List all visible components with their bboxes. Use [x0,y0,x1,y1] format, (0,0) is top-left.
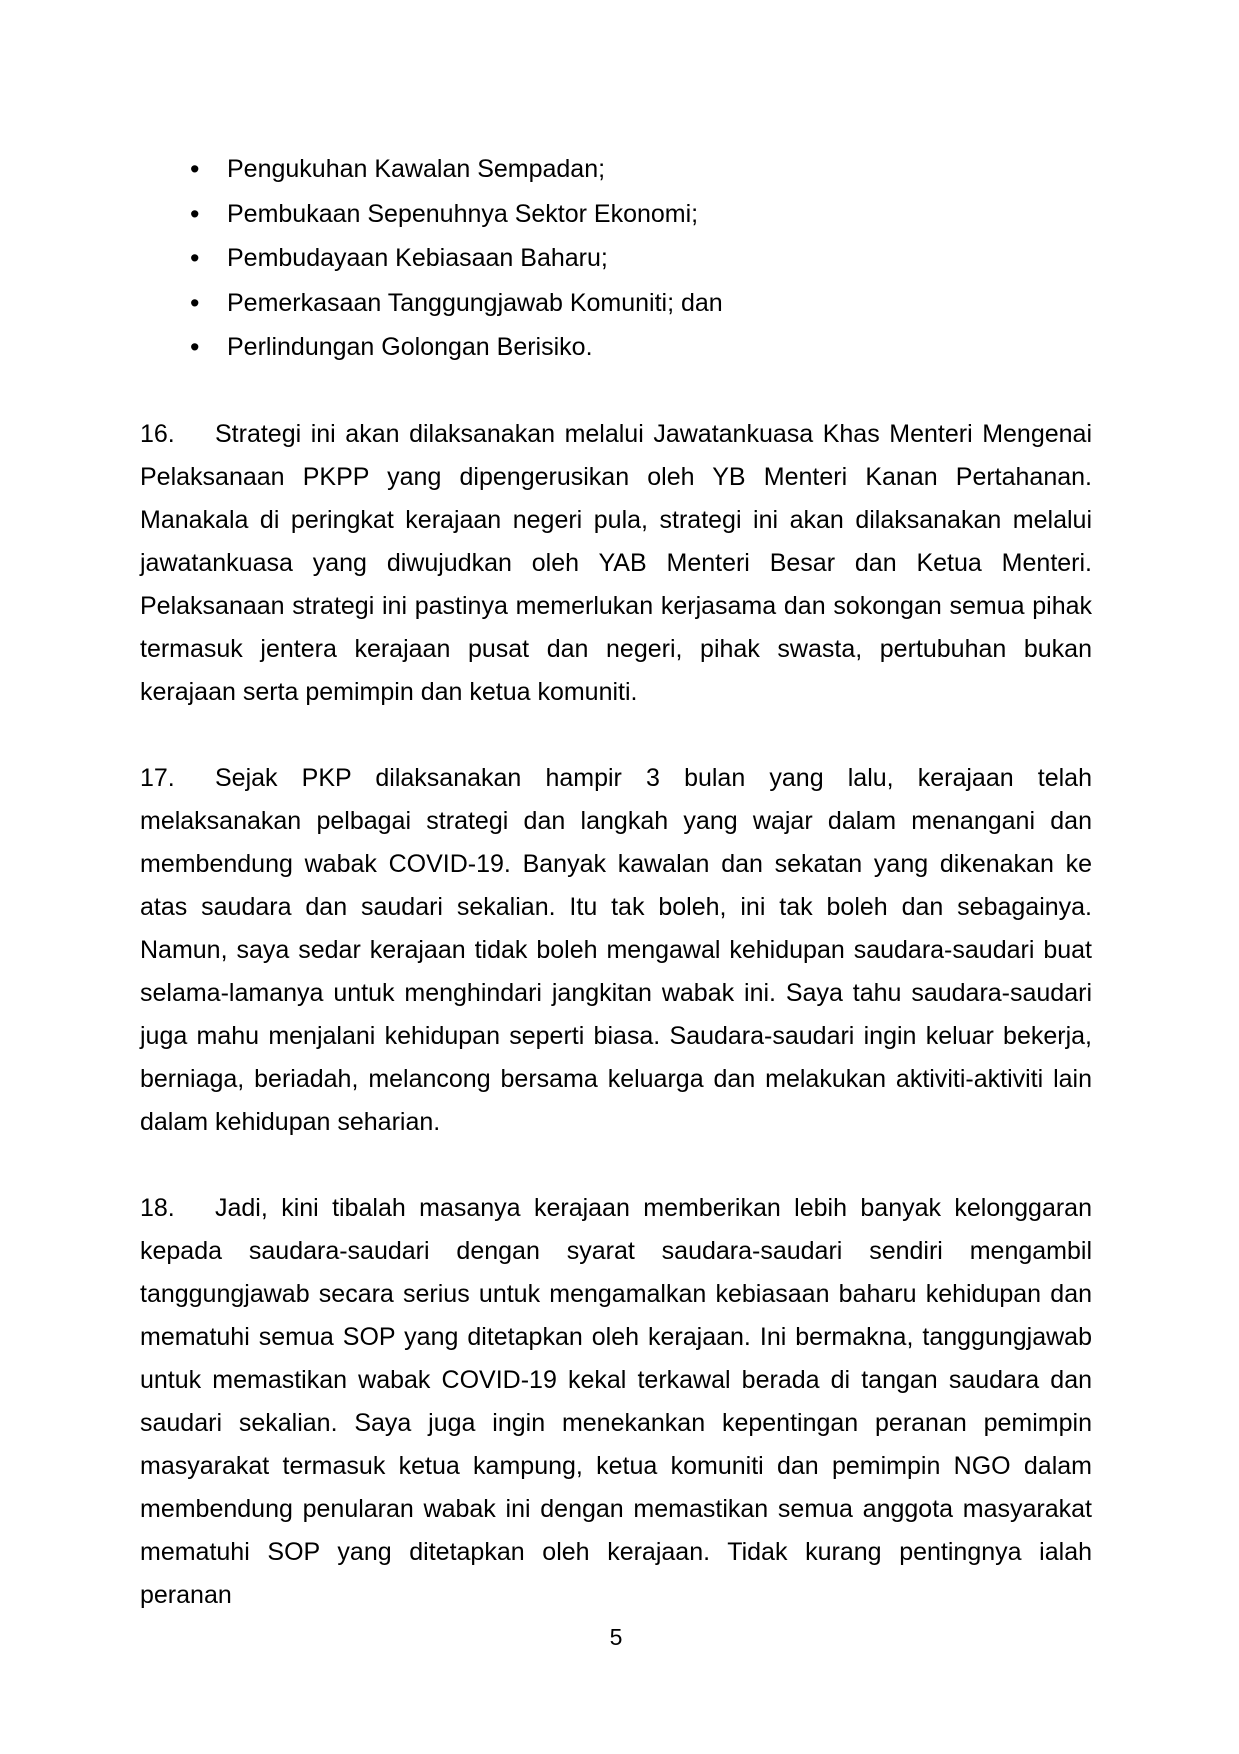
list-item [140,147,1092,192]
list-item-text: Pemerkasaan Tanggungjawab Komuniti; dan [227,288,723,317]
list-item-text: Pembukaan Sepenuhnya Sektor Ekonomi; [227,199,699,228]
paragraph-16 [140,413,1092,714]
bullet-icon: • [190,198,200,229]
paragraph-number: 17. [140,763,175,792]
list-item-text: Pengukuhan Kawalan Sempadan; [227,155,606,183]
bullet-icon: • [190,287,200,318]
list-item-text: Pembudayaan Kebiasaan Baharu; [227,244,608,272]
page-content [140,147,1092,1617]
paragraph-number: 16. [140,419,175,448]
bullet-icon: • [190,154,200,184]
paragraph-18 [140,1187,1092,1617]
list-item [140,281,1092,326]
paragraph-number: 18. [140,1193,175,1222]
list-item [140,192,1092,237]
page-number: 5 [609,1624,623,1650]
list-item [140,325,1092,370]
bullet-list [140,147,1092,370]
paragraph-17 [140,757,1092,1144]
page-footer [140,1616,1092,1659]
paragraph-text: Jadi, kini tibalah masanya kerajaan memberikan lebih banyak kelonggaran kepada saudara-saudari dengan syarat saudara-saudari sendiri mengambil tanggungjawab secara serius untuk mengamalkan kebiasaan baharu kehidupan dan mematuhi semua SOP yang ditetapkan oleh kerajaan. Ini bermakna, tanggungjawab untuk memastikan wabak COVID-19 kekal terkawal berada di tangan saudara dan saudari sekalian. Saya juga ingin menekankan kepentingan peranan pemimpin masyarakat termasuk ketua kampung, ketua komuniti dan pemimpin NGO dalam membendung penularan wabak ini dengan memastikan semua anggota masyarakat mematuhi SOP yang ditetapkan oleh kerajaan. Tidak kurang pentingnya ialah peranan [140,1193,1092,1609]
bullet-icon: • [190,243,200,273]
paragraph-text: Sejak PKP dilaksanakan hampir 3 bulan yang lalu, kerajaan telah melaksanakan pelbagai strategi dan langkah yang wajar dalam menangani dan membendung wabak COVID-19. Banyak kawalan dan sekatan yang dikenakan ke atas saudara dan saudari sekalian. Itu tak boleh, ini tak boleh dan sebagainya. Namun, saya sedar kerajaan tidak boleh mengawal kehidupan saudara-saudari buat selama-lamanya untuk menghindari jangkitan wabak ini. Saya tahu saudara-saudari juga mahu menjalani kehidupan seperti biasa. Saudara-saudari ingin keluar bekerja, berniaga, beriadah, melancong bersama keluarga dan melakukan aktiviti-aktiviti lain dalam kehidupan seharian. [140,763,1092,1136]
paragraph-text: Strategi ini akan dilaksanakan melalui Jawatankuasa Khas Menteri Mengenai Pelaksanaan PKPP yang dipengerusikan oleh YB Menteri Kanan Pertahanan. Manakala di peringkat kerajaan negeri pula, strategi ini akan dilaksanakan melalui jawatankuasa yang diwujudkan oleh YAB Menteri Besar dan Ketua Menteri. Pelaksanaan strategi ini pastinya memerlukan kerjasama dan sokongan semua pihak termasuk jentera kerajaan pusat dan negeri, pihak swasta, pertubuhan bukan kerajaan serta pemimpin dan ketua komuniti. [140,419,1092,706]
bullet-icon: • [190,332,200,362]
list-item-text: Perlindungan Golongan Berisiko. [227,333,593,361]
list-item [140,236,1092,281]
